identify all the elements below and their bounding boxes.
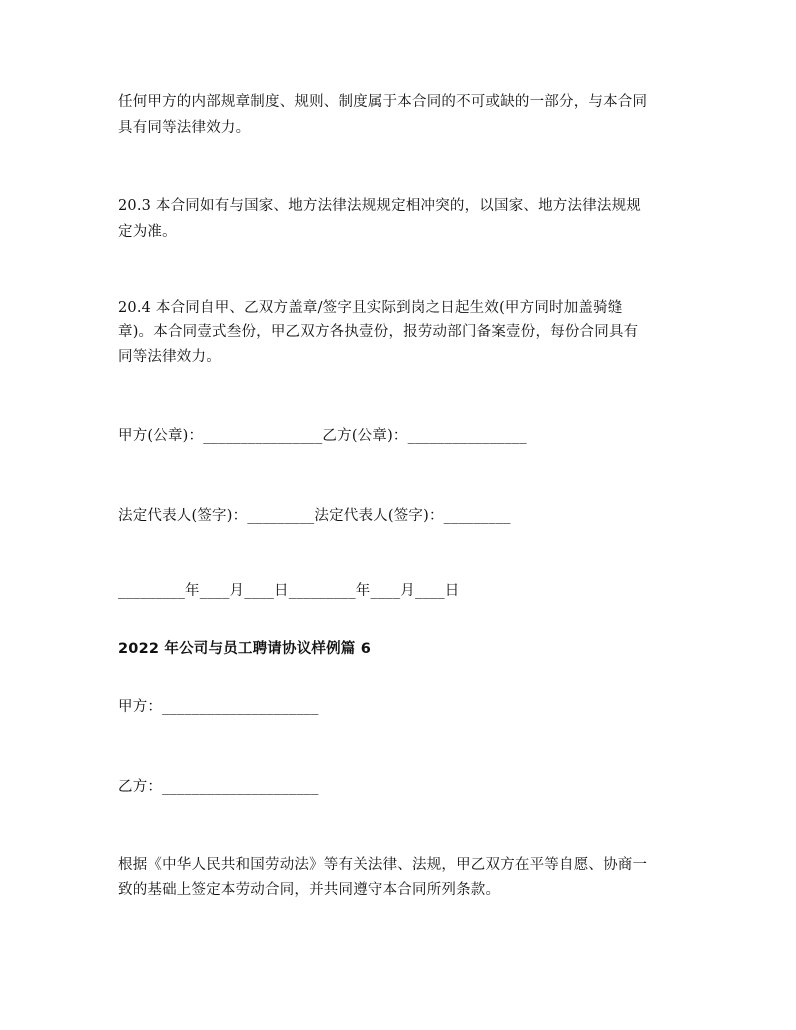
clause-20-3-line: 定为准。 bbox=[118, 224, 177, 240]
party-a-line: 甲方：_____________________ bbox=[118, 699, 319, 715]
clause-20-4-line: 同等法律效力。 bbox=[118, 349, 221, 365]
preamble-line: 致的基础上签定本劳动合同，并共同遵守本合同所列条款。 bbox=[118, 882, 501, 898]
preamble-line: 根据《中华人民共和国劳动法》等有关法律、法规，甲乙双方在平等自愿、协商一 bbox=[118, 857, 648, 873]
clause-20-4-line: 20.4 本合同自甲、乙双方盖章/签字且实际到岗之日起生效(甲方同时加盖骑缝 bbox=[118, 300, 623, 316]
paragraph-line: 具有同等法律效力。 bbox=[118, 120, 251, 136]
paragraph-line: 任何甲方的内部规章制度、规则、制度属于本合同的不可或缺的一部分，与本合同 bbox=[118, 94, 648, 110]
seal-signature-line: 甲方(公章)：________________乙方(公章)：________________ bbox=[118, 428, 527, 444]
legal-representative-line: 法定代表人(签字)：_________法定代表人(签字)：_________ bbox=[118, 508, 511, 524]
clause-20-3-line: 20.3 本合同如有与国家、地方法律法规规定相冲突的，以国家、地方法律法规规 bbox=[118, 198, 641, 214]
party-b-line: 乙方：_____________________ bbox=[118, 779, 319, 795]
clause-20-4-line: 章)。本合同壹式叁份，甲乙双方各执壹份，报劳动部门备案壹份，每份合同具有 bbox=[118, 324, 639, 340]
date-line: _________年____月____日_________年____月____日 bbox=[118, 583, 460, 599]
section-heading: 2022 年公司与员工聘请协议样例篇 6 bbox=[118, 641, 372, 657]
